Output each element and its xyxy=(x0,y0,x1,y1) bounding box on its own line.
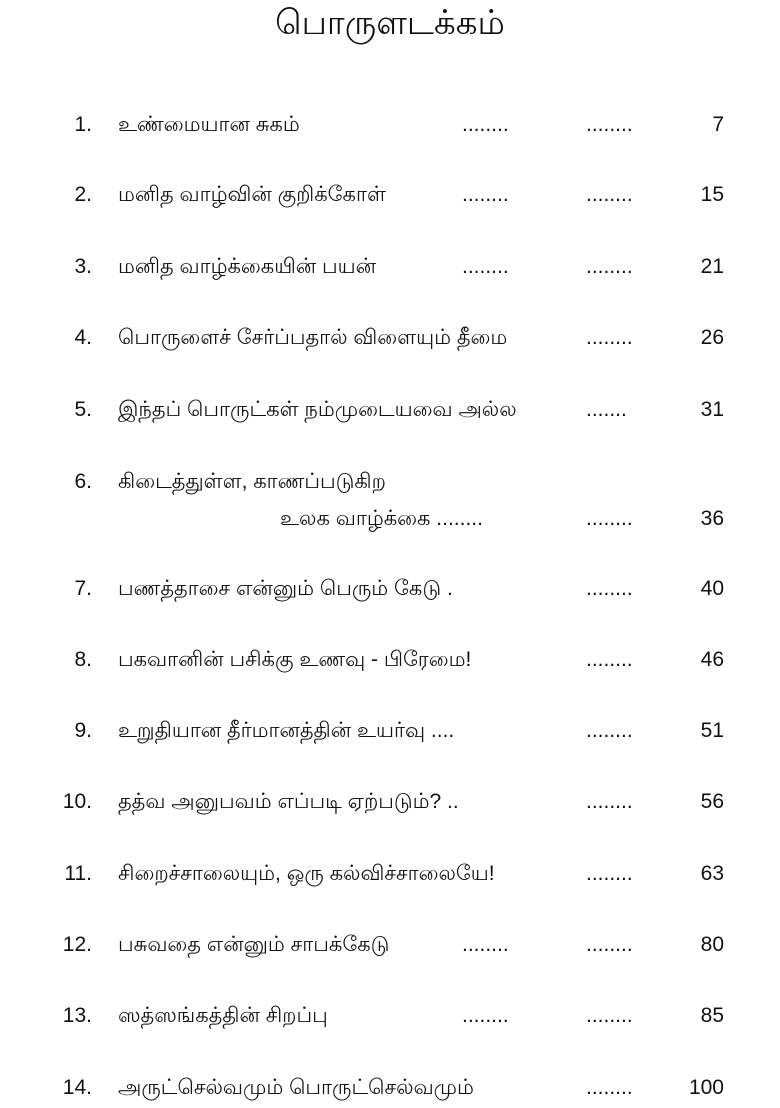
entry-title: இந்தப் பொருட்கள் நம்முடையவை அல்ல xyxy=(118,398,517,421)
entry-leader: ....... xyxy=(586,398,627,421)
entry-leader: ........ xyxy=(586,183,633,206)
entry-title: உறுதியான தீர்மானத்தின் உயர்வு .... xyxy=(118,719,455,742)
entry-title: மனித வாழ்வின் குறிக்கோள் xyxy=(118,183,386,206)
entry-page-number: 51 xyxy=(700,719,724,742)
entry-number: 6. xyxy=(74,470,92,493)
toc-entry[interactable] xyxy=(0,857,780,891)
entry-number: 3. xyxy=(74,255,92,278)
entry-leader: ........ xyxy=(462,113,509,136)
entry-page-number: 7 xyxy=(712,113,724,136)
entry-number: 10. xyxy=(62,790,92,813)
entry-leader: ........ xyxy=(586,1076,633,1099)
entry-title: தத்வ அனுபவம் எப்படி ஏற்படும்? .. xyxy=(118,790,459,813)
entry-leader: ........ xyxy=(586,507,633,530)
toc-entry[interactable] xyxy=(0,572,780,606)
toc-entry[interactable] xyxy=(0,1071,780,1105)
entry-title: பகவானின் பசிக்கு உணவு - பிரேமை! xyxy=(118,648,472,671)
entry-page-number: 46 xyxy=(700,648,724,671)
entry-title: பணத்தாசை என்னும் பெரும் கேடு . xyxy=(118,577,453,600)
toc-entry[interactable] xyxy=(0,250,780,284)
entry-leader: ........ xyxy=(586,719,633,742)
entry-leader: ........ xyxy=(586,790,633,813)
entry-page-number: 26 xyxy=(700,326,724,349)
entry-leader: ........ xyxy=(586,1004,633,1027)
entry-number: 14. xyxy=(62,1076,92,1099)
entry-title-continued: உலக வாழ்க்கை ........ xyxy=(280,507,483,530)
toc-entry[interactable] xyxy=(0,714,780,748)
entry-title: மனித வாழ்க்கையின் பயன் xyxy=(118,255,376,278)
page-title: பொருளடக்கம் xyxy=(275,4,505,42)
entry-number: 8. xyxy=(74,648,92,671)
entry-leader: ........ xyxy=(586,933,633,956)
entry-title: கிடைத்துள்ள, காணப்படுகிற xyxy=(118,470,386,493)
entry-number: 2. xyxy=(74,183,92,206)
entry-leader: ........ xyxy=(586,648,633,671)
entry-number: 11. xyxy=(64,862,92,885)
entry-page-number: 100 xyxy=(688,1076,724,1099)
entry-number: 13. xyxy=(62,1004,92,1027)
entry-page-number: 21 xyxy=(700,255,724,278)
entry-number: 12. xyxy=(62,933,92,956)
entry-page-number: 80 xyxy=(700,933,724,956)
entry-leader: ........ xyxy=(586,113,633,136)
entry-title: பொருளைச் சேர்ப்பதால் விளையும் தீமை xyxy=(118,326,508,349)
entry-leader: ........ xyxy=(462,255,509,278)
toc-entry[interactable] xyxy=(0,178,780,212)
entry-number: 4. xyxy=(74,326,92,349)
entry-page-number: 15 xyxy=(700,183,724,206)
entry-leader: ........ xyxy=(462,1004,509,1027)
entry-number: 9. xyxy=(74,719,92,742)
entry-leader: ........ xyxy=(462,183,509,206)
entry-leader: ........ xyxy=(586,577,633,600)
entry-number: 7. xyxy=(74,577,92,600)
entry-leader: ........ xyxy=(586,255,633,278)
entry-page-number: 56 xyxy=(700,790,724,813)
entry-leader: ........ xyxy=(586,862,633,885)
toc-entry[interactable] xyxy=(0,108,780,142)
entry-number: 5. xyxy=(74,398,92,421)
entry-number: 1. xyxy=(74,113,92,136)
entry-page-number: 85 xyxy=(700,1004,724,1027)
entry-title: உண்மையான சுகம் xyxy=(118,113,300,136)
entry-leader: ........ xyxy=(462,933,509,956)
entry-page-number: 40 xyxy=(700,577,724,600)
entry-title: அருட்செல்வமும் பொருட்செல்வமும் xyxy=(118,1076,474,1099)
toc-entry[interactable] xyxy=(0,785,780,819)
toc-entry[interactable] xyxy=(0,643,780,677)
toc-entry[interactable] xyxy=(0,999,780,1033)
toc-entry[interactable] xyxy=(0,321,780,355)
entry-page-number: 36 xyxy=(700,507,724,530)
entry-title: ஸத்ஸங்கத்தின் சிறப்பு xyxy=(118,1004,328,1027)
toc-entry[interactable] xyxy=(0,465,780,530)
entry-page-number: 63 xyxy=(700,862,724,885)
toc-entry[interactable] xyxy=(0,393,780,427)
entry-leader: ........ xyxy=(586,326,633,349)
entry-page-number: 31 xyxy=(700,398,724,421)
toc-entry[interactable] xyxy=(0,928,780,962)
entry-title: சிறைச்சாலையும், ஒரு கல்விச்சாலையே! xyxy=(118,862,495,885)
entry-title: பசுவதை என்னும் சாபக்கேடு xyxy=(118,933,390,956)
